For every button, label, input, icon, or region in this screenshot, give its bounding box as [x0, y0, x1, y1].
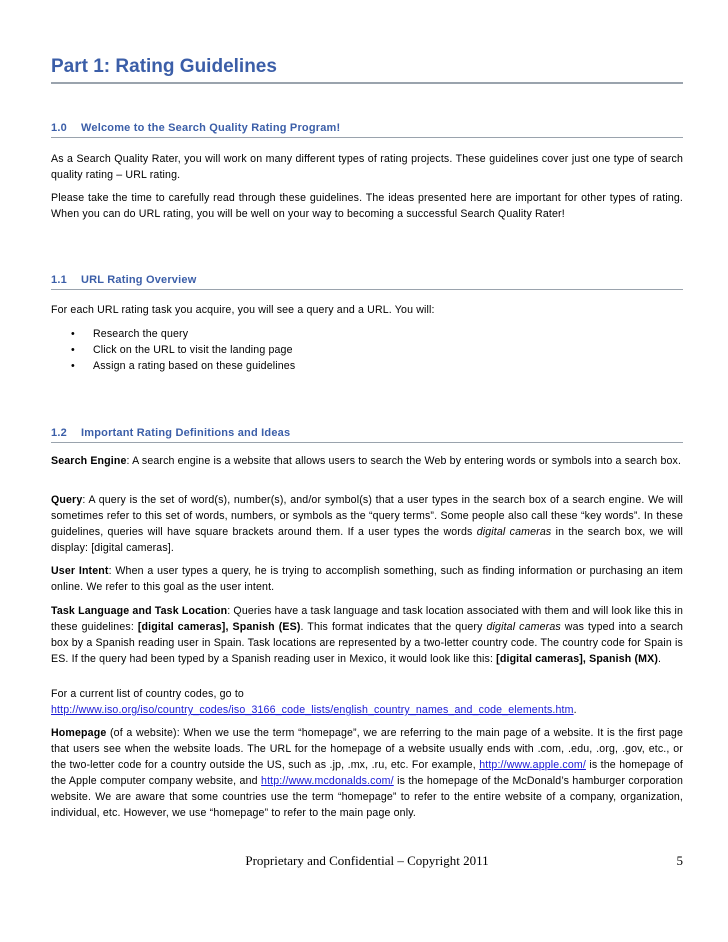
- paragraph-task-intro: For each URL rating task you acquire, you will see a query and a URL. You will:: [51, 304, 435, 316]
- section-heading-welcome: [51, 122, 683, 138]
- term-user-intent: User Intent: [51, 565, 109, 577]
- country-codes-link[interactable]: http://www.iso.org/iso/country_codes/iso_3166_code_lists/english_country_names_and_code_elements.htm: [51, 704, 574, 716]
- paragraph-read-guidelines: Please take the time to carefully read through these guidelines. The ideas presented here are important for other types of rating. When you can do URL rating, you will be well on your way to becoming a successful Search Quality Rater!: [51, 192, 683, 220]
- section-heading-definitions: [51, 427, 683, 443]
- task-steps-list: [51, 326, 295, 374]
- definition-search-engine: Search Engine: A search engine is a website that allows users to search the Web by entering words or symbols into a search box.: [51, 455, 682, 467]
- bullet-icon: •: [71, 328, 75, 340]
- section-number: 1.1: [51, 274, 67, 286]
- section-number: 1.0: [51, 122, 67, 134]
- definition-query: Query: A query is the set of word(s), number(s), and/or symbol(s) that a user types in the search box of a search engine. We will sometimes refer to this set of words, numbers, or symbols as the “query terms”. Some people also call these “key words”. In these guidelines, queries will have square brackets around them. If a user types the words digital cameras in the search box, we will display: [digital cameras].: [51, 494, 683, 554]
- term-query: Query: [51, 494, 83, 506]
- mcdonalds-homepage-link[interactable]: http://www.mcdonalds.com/: [261, 775, 394, 787]
- list-item: • Research the query: [71, 328, 189, 340]
- section-title: Important Rating Definitions and Ideas: [81, 427, 291, 439]
- paragraph-country-codes: For a current list of country codes, go to http://www.iso.org/iso/country_codes/iso_3166_code_lists/english_country_names_and_code_elements.htm.: [51, 688, 577, 716]
- term-homepage: Homepage: [51, 727, 107, 739]
- definition-homepage: Homepage (of a website): When we use the term “homepage”, we are referring to the main page of a website. It is the first page that users see when the website loads. The URL for the homepage of a website usually ends with .com, .edu, .org, .gov, etc., or the two-letter code for a country outside the US, such as .jp, .mx, .ru, etc. For example, http://www.apple.com/ is the homepage of the Apple computer company website, and http://www.mcdonalds.com/ is the homepage of the McDonald’s hamburger corporation website. We are aware that some countries use the term “homepage” to refer to the entire website of a company, organization, individual, etc. However, we use “homepage” to refer to the main page only.: [51, 727, 683, 819]
- section-number: 1.2: [51, 427, 67, 439]
- section-title: URL Rating Overview: [81, 274, 197, 286]
- section-title: Welcome to the Search Quality Rating Program!: [81, 122, 341, 134]
- list-item: • Assign a rating based on these guidelines: [71, 360, 296, 372]
- paragraph-intro: As a Search Quality Rater, you will work on many different types of rating projects. These guidelines cover just one type of search quality rating – URL rating.: [51, 153, 683, 181]
- page-title: Part 1: Rating Guidelines: [51, 56, 683, 84]
- page-number: 5: [676, 853, 683, 868]
- copyright-notice: Proprietary and Confidential – Copyright 2011: [245, 853, 489, 868]
- apple-homepage-link[interactable]: http://www.apple.com/: [479, 759, 586, 771]
- term-search-engine: Search Engine: [51, 455, 127, 467]
- list-item: • Click on the URL to visit the landing page: [71, 344, 293, 356]
- section-heading-url-rating-overview: [51, 274, 683, 290]
- bullet-icon: •: [71, 344, 75, 356]
- bullet-icon: •: [71, 360, 75, 372]
- definition-user-intent: User Intent: When a user types a query, he is trying to accomplish something, such as finding information or purchasing an item online. We refer to this goal as the user intent.: [51, 565, 684, 593]
- definition-task-language-location: Task Language and Task Location: Queries have a task language and task location associated with them and will look like this in these guidelines: [digital cameras], Spanish (ES). This format indicates that the query digital cameras was typed into a search box by a Spanish reading user in Spain. Task locations are represented by a two-letter country code. The country code for Spain is ES. If the query had been typed by a Spanish reading user in Mexico, it would look like this: [digital cameras], Spanish (MX).: [51, 605, 683, 665]
- term-task-language-location: Task Language and Task Location: [51, 605, 228, 617]
